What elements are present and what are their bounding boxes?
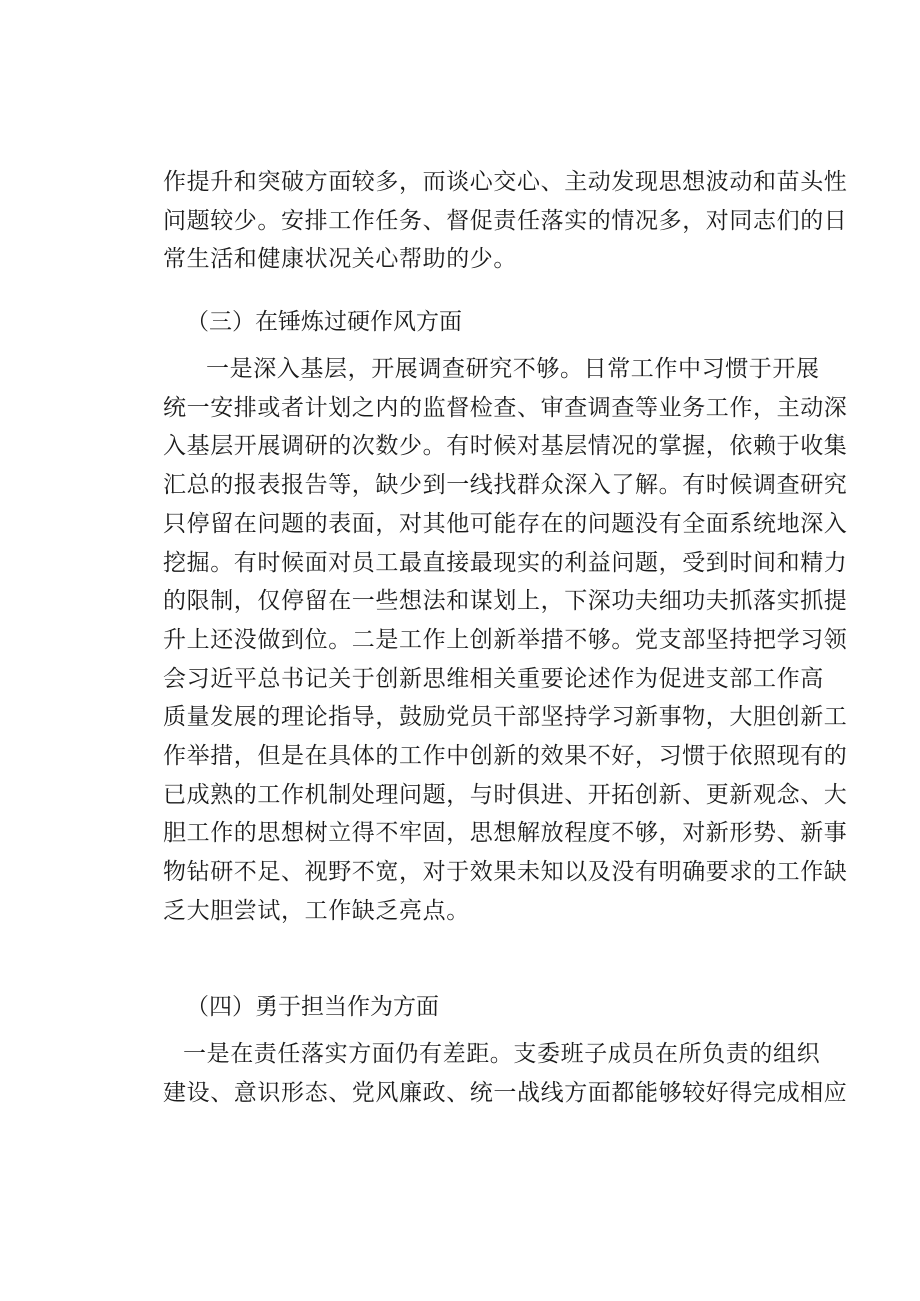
paragraph-4	[163, 1035, 848, 1112]
text-line: 升上还没做到位。二是工作上创新举措不够。党支部坚持把学习领	[163, 626, 848, 653]
text-line: 胆工作的思想树立得不牢固，思想解放程度不够，对新形势、新事	[163, 820, 848, 847]
text-line: 一是在责任落实方面仍有差距。支委班子成员在所负责的组织	[183, 1041, 821, 1067]
text-line: 作举措，但是在具体的工作中创新的效果不好，习惯于依照现有的	[163, 743, 848, 770]
text-line: 质量发展的理论指导，鼓励党员干部坚持学习新事物，大胆创新工	[163, 704, 848, 731]
text-line: 已成熟的工作机制处理问题，与时俱进、开拓创新、更新观念、大	[163, 781, 848, 808]
text-line: 一是深入基层，开展调查研究不够。日常工作中习惯于开展	[206, 356, 820, 382]
text-line: 物钻研不足、视野不宽，对于效果未知以及没有明确要求的工作缺	[163, 859, 848, 886]
paragraph-continuation	[163, 163, 848, 279]
text-line: 作提升和突破方面较多，而谈心交心、主动发现思想波动和苗头性	[163, 169, 848, 195]
text-line: 建设、意识形态、党风廉政、统一战线方面都能够较好得完成相应	[163, 1079, 848, 1106]
text-line: 乏大胆尝试，工作缺乏亮点。	[163, 897, 470, 924]
text-line: 的限制，仅停留在一些想法和谋划上，下深功夫细功夫抓落实抓提	[163, 588, 848, 615]
section-heading-4: （四）勇于担当作为方面	[186, 994, 439, 1020]
text-line: 常生活和健康状况关心帮助的少。	[163, 246, 517, 273]
paragraph-3	[163, 350, 848, 931]
text-line: 问题较少。安排工作任务、督促责任落实的情况多，对同志们的日	[163, 207, 848, 234]
text-line: 挖掘。有时候面对员工最直接最现实的利益问题，受到时间和精力	[163, 549, 848, 576]
text-line: 只停留在问题的表面，对其他可能存在的问题没有全面系统地深入	[163, 510, 848, 537]
text-line: 统一安排或者计划之内的监督检查、审查调查等业务工作，主动深	[163, 394, 848, 421]
section-heading-3: （三）在锤炼过硬作风方面	[186, 309, 462, 335]
text-line: 汇总的报表报告等，缺少到一线找群众深入了解。有时候调查研究	[163, 472, 848, 499]
text-line: 入基层开展调研的次数少。有时候对基层情况的掌握，依赖于收集	[163, 433, 848, 460]
text-line: 会习近平总书记关于创新思维相关重要论述作为促进支部工作高	[163, 665, 824, 692]
